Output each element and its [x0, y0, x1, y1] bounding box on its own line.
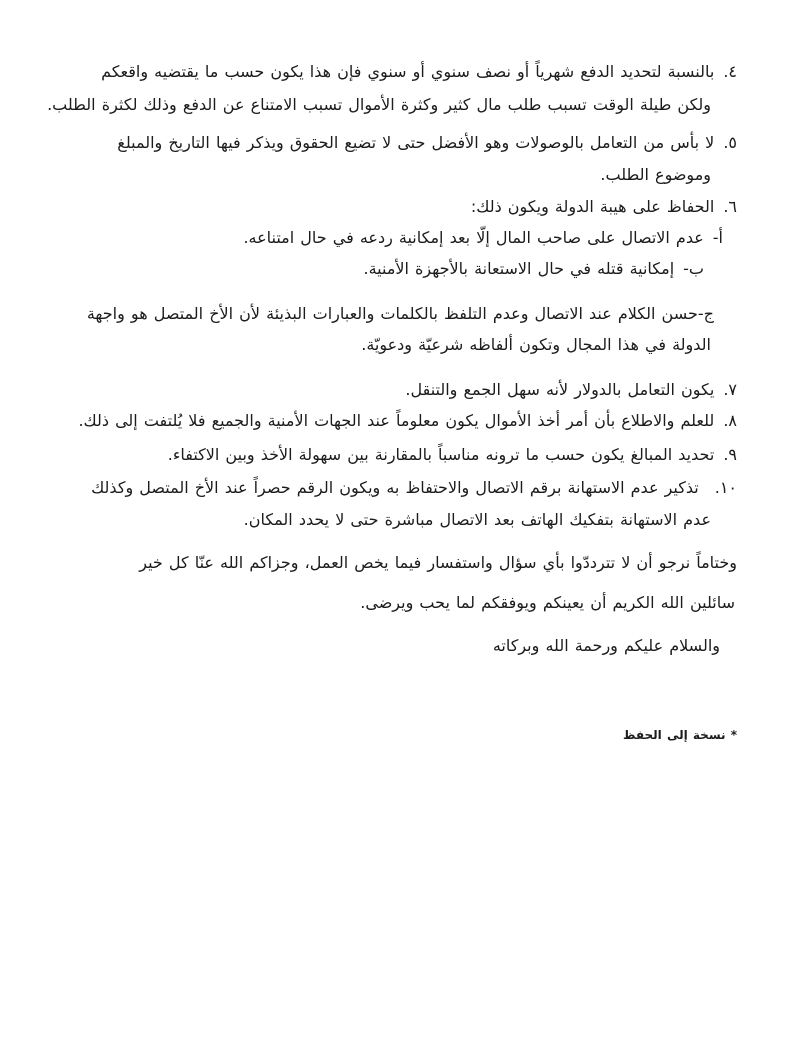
item-8-number: ٨.	[723, 411, 737, 430]
sub-item-a-line	[243, 226, 723, 250]
footnote-copy-to-archive: * نسخة إلى الحفظ	[623, 728, 737, 742]
list-item-4-line-2: ولكن طيلة الوقت تسبب طلب مال كثير وكثرة الأموال تسبب الامتناع عن الدفع وذلك لكثرة الطلب.	[47, 95, 711, 114]
item-6-text: الحفاظ على هيبة الدولة ويكون ذلك:	[470, 197, 715, 216]
list-item-9-line-1	[168, 443, 737, 467]
item-7-text: يكون التعامل بالدولار لأنه سهل الجمع والتنقل.	[405, 380, 715, 399]
item-4-number: ٤.	[723, 62, 737, 81]
closing-paragraph-line-1: وختاماً نرجو أن لا تترددّوا بأي سؤال واستفسار فيما يخص العمل، وجزاكم الله عنّا كل خير	[139, 553, 737, 572]
item-9-text: تحديد المبالغ يكون حسب ما ترونه مناسباً بالمقارنة بين سهولة الأخذ وبين الاكتفاء.	[167, 445, 715, 464]
sub-item-a-text: عدم الاتصال على صاحب المال إلّا بعد إمكانية ردعه في حال امتناعه.	[243, 228, 704, 247]
list-item-10-line-2: عدم الاستهانة بتفكيك الهاتف بعد الاتصال مباشرة حتى لا يحدد المكان.	[243, 510, 711, 529]
list-item-7-line-1	[405, 378, 737, 402]
item-10-text: تذكير عدم الاستهانة برقم الاتصال والاحتفاظ به ويكون الرقم حصراً عند الأخ المتصل وكذلك	[91, 478, 699, 497]
item-4-text: بالنسبة لتحديد الدفع شهرياً أو نصف سنوي أو سنوي فإن هذا يكون حسب ما يقتضيه واقعكم	[101, 62, 715, 81]
item-5-number: ٥.	[723, 133, 737, 152]
sub-item-a-marker: أ-	[712, 228, 723, 247]
item-8-text: للعلم والاطلاع بأن أمر أخذ الأموال يكون معلوماً عند الجهات الأمنية والجميع فلا يُلتفت إلى ذلك.	[78, 411, 715, 430]
sub-item-c-paragraph-line-2: الدولة في هذا المجال وتكون ألفاظه شرعيّة ودعويّة.	[361, 335, 711, 354]
sub-item-c-paragraph-line-1: ج-حسن الكلام عند الاتصال وعدم التلفظ بالكلمات والعبارات البذيئة لأن الأخ المتصل هو واجهة	[86, 304, 714, 323]
item-5-text: لا بأس من التعامل بالوصولات وهو الأفضل حتى لا تضيع الحقوق ويذكر فيها التاريخ والمبلغ	[117, 133, 715, 152]
list-item-6-line-1	[471, 195, 737, 219]
closing-salam-line: والسلام عليكم ورحمة الله وبركاته	[492, 636, 720, 655]
item-9-number: ٩.	[723, 445, 737, 464]
closing-paragraph-line-2: سائلين الله الكريم أن يعينكم ويوفقكم لما يحب ويرضى.	[360, 593, 735, 612]
item-10-number: ١٠.	[714, 478, 737, 497]
item-6-number: ٦.	[723, 197, 737, 216]
sub-item-b-line	[364, 257, 705, 281]
sub-item-b-text: إمكانية قتله في حال الاستعانة بالأجهزة الأمنية.	[363, 259, 675, 278]
item-7-number: ٧.	[723, 380, 737, 399]
sub-item-b-marker: ب-	[683, 259, 704, 278]
list-item-8-line-1	[78, 409, 737, 433]
list-item-5-line-1	[117, 131, 737, 155]
list-item-4-line-1	[101, 60, 737, 84]
list-item-10-line-1	[91, 476, 737, 500]
list-item-5-line-2: وموضوع الطلب.	[600, 165, 711, 184]
